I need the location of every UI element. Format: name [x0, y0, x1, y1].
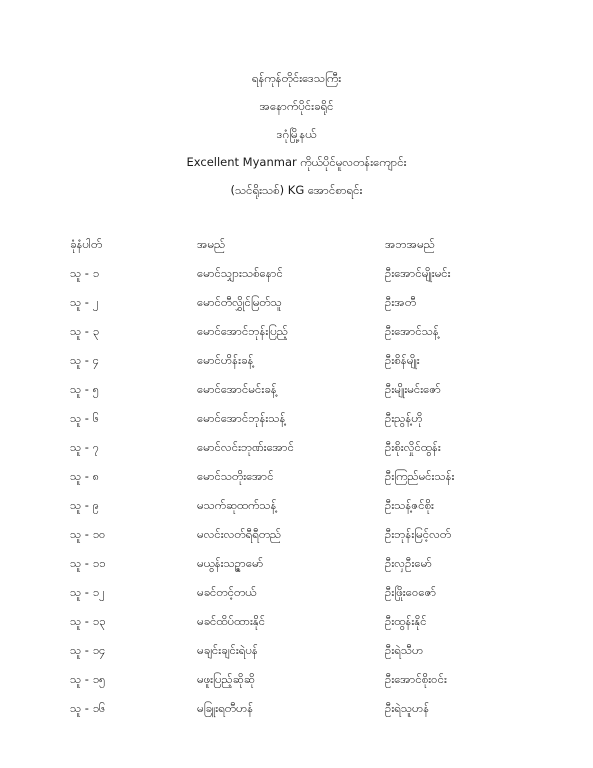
table-row — [0, 265, 593, 281]
student-name-cell: မောင်လင်းဘုဏ်းအောင် — [197, 440, 295, 454]
father-name-cell: ဦးသန့်ဇင်စိုး — [385, 498, 434, 512]
seat-number-cell: သူ - ၃ — [70, 324, 100, 338]
student-name-cell: မောင်သတိုးအောင် — [197, 469, 274, 483]
student-name-cell: မသက်ဆုထက်သန့် — [197, 498, 277, 512]
father-name-cell: ဦးစိန်မျိုး — [385, 353, 420, 367]
seat-number-cell: သူ - ၁ — [70, 266, 100, 280]
table-row — [0, 555, 593, 571]
student-name-cell: မခြူးရတီဟန် — [197, 701, 254, 715]
seat-number-cell: သူ - ၅ — [70, 382, 100, 396]
student-name-cell: မခင်ထိပ်ထားနိုင် — [197, 614, 266, 628]
father-name-cell: ဦးစိုးလှိုင်ထွန်း — [385, 440, 441, 454]
column-header-father-name: အဘအမည် — [385, 237, 435, 251]
seat-number-cell: သူ - ၁၅ — [70, 672, 106, 686]
seat-number-cell: သူ - ၁၂ — [70, 585, 105, 599]
district-title: အနောက်ပိုင်းခရိုင် — [259, 99, 334, 113]
father-name-cell: ဦးမျိုးမင်းဇော် — [385, 382, 441, 396]
father-name-cell: ဦးရဲသီဟ — [385, 643, 424, 657]
student-name-cell: မောင်တီလွှိုင်မြတ်သူ — [197, 295, 282, 309]
column-header-name: အမည် — [197, 237, 226, 251]
list-title: (သင်ရိုးသစ်) KG အောင်စာရင်း — [230, 183, 363, 197]
table-row — [0, 381, 593, 397]
table-header-row — [0, 236, 593, 252]
student-name-cell: မခင်တင့်တယ် — [197, 585, 257, 599]
table-row — [0, 468, 593, 484]
table-row — [0, 700, 593, 716]
father-name-cell: ဦးကြည်မင်းသန်း — [385, 469, 455, 483]
township-title: ဒဂုံမြို့နယ် — [276, 127, 317, 141]
table-row — [0, 584, 593, 600]
table-row — [0, 439, 593, 455]
table-row — [0, 294, 593, 310]
father-name-cell: ဦးဘုန်းမြင့်လတ် — [385, 527, 452, 541]
seat-number-cell: သူ - ၇ — [70, 440, 100, 454]
seat-number-cell: သူ - ၁၄ — [70, 643, 106, 657]
seat-number-cell: သူ - ၉ — [70, 498, 100, 512]
seat-number-cell: သူ - ၁၃ — [70, 614, 106, 628]
father-name-cell: ဦးထွန်းနိုင် — [385, 614, 427, 628]
father-name-cell: ဦးဖြိုးဝေဇော် — [385, 585, 437, 599]
father-name-cell: ဦးအောင်စိုးဝင်း — [385, 672, 447, 686]
region-title: ရန်ကုန်တိုင်းဒေသကြီး — [251, 71, 342, 85]
student-name-cell: မယွန်းသဉ္ဇာမော် — [197, 556, 264, 570]
table-row — [0, 410, 593, 426]
father-name-cell: ဦးအတီ — [385, 295, 417, 309]
father-name-cell: ဦးအောင်သန့် — [385, 324, 439, 338]
school-title: Excellent Myanmar ကိုယ်ပိုင်မူလတန်းကျောင်း — [186, 155, 407, 169]
column-header-seat-number: ခုံနံပါတ် — [70, 237, 103, 251]
table-row — [0, 497, 593, 513]
seat-number-cell: သူ - ၁၀ — [70, 527, 106, 541]
seat-number-cell: သူ - ၈ — [70, 469, 100, 483]
table-row — [0, 323, 593, 339]
seat-number-cell: သူ - ၁၁ — [70, 556, 106, 570]
table-row — [0, 352, 593, 368]
seat-number-cell: သူ - ၂ — [70, 295, 99, 309]
student-name-cell: မောင်အောင်မင်းခန့် — [197, 382, 277, 396]
student-name-cell: မောင်အောင်ဘုန်းသန့် — [197, 411, 286, 425]
student-name-cell: မချင်းချင်းရဲပန် — [197, 643, 258, 657]
father-name-cell: ဦးရဲသူဟန် — [385, 701, 430, 715]
student-name-cell: မောင်သျှားသစ်နောင် — [197, 266, 283, 280]
student-name-cell: မောင်အောင်ဘုန်းပြည့် — [197, 324, 288, 338]
student-name-cell: မဖူးပြည့်ဆိုဆို — [197, 672, 255, 686]
father-name-cell: ဦးညွန့်ဟို — [385, 411, 423, 425]
seat-number-cell: သူ - ၆ — [70, 411, 100, 425]
table-row — [0, 526, 593, 542]
seat-number-cell: သူ - ၄ — [70, 353, 100, 367]
student-name-cell: မလင်းလတ်ရီရီတည် — [197, 527, 282, 541]
table-row — [0, 642, 593, 658]
table-row — [0, 613, 593, 629]
table-row — [0, 671, 593, 687]
father-name-cell: ဦးလှဦးမော် — [385, 556, 432, 570]
student-name-cell: မောင်ဟိန်းခန့် — [197, 353, 254, 367]
father-name-cell: ဦးအောင်မျိုးမင်း — [385, 266, 451, 280]
seat-number-cell: သူ - ၁၆ — [70, 701, 106, 715]
